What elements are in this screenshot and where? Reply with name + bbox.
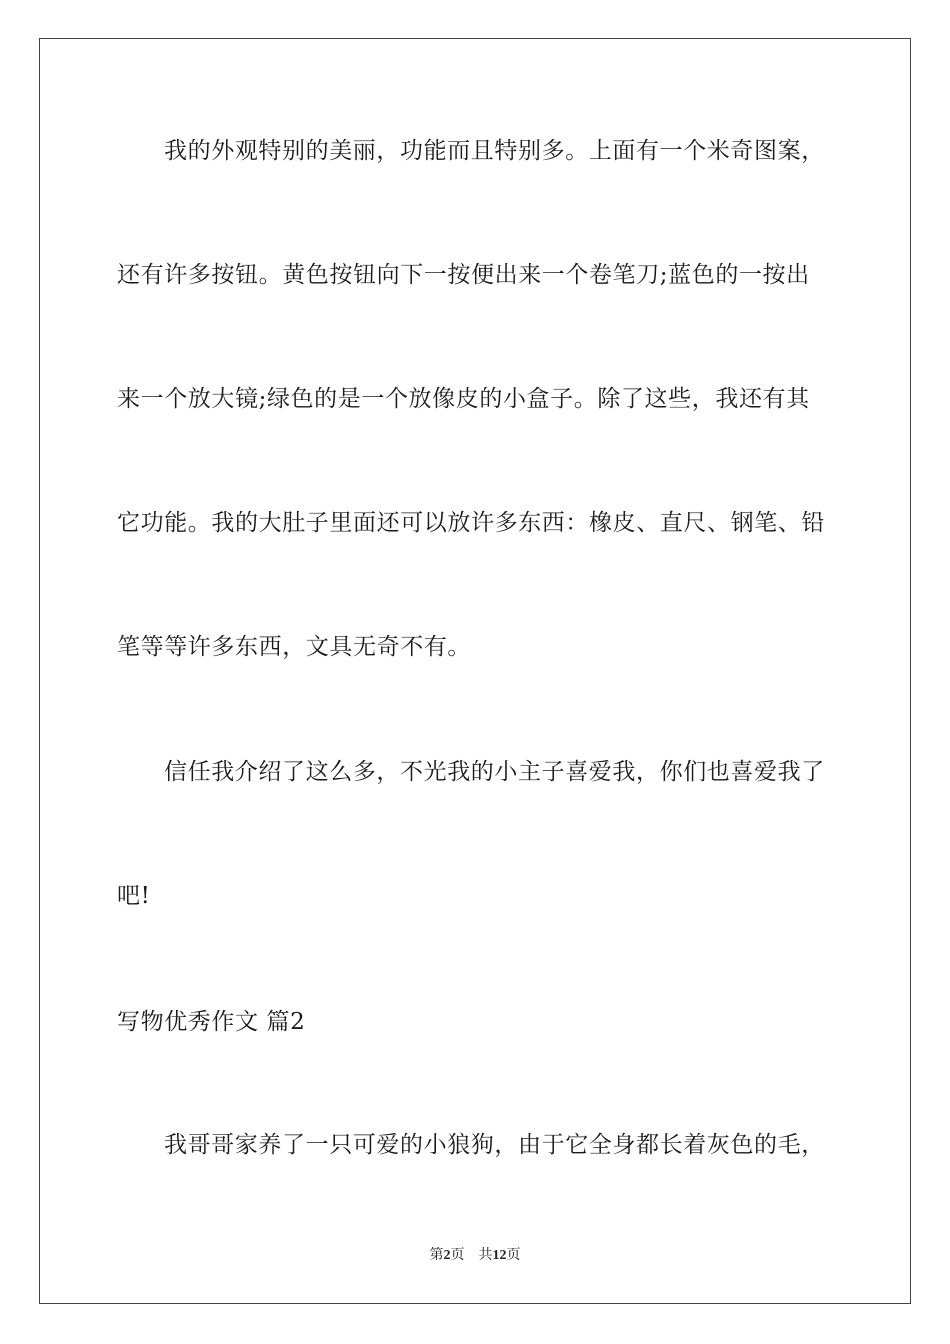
section-heading: 写物优秀作文 篇2 [117, 1009, 306, 1035]
paragraph-1-line-3: 来一个放大镜;绿色的是一个放像皮的小盒子。除了这些，我还有其 [117, 386, 810, 412]
footer-page-prefix: 第 [429, 1248, 444, 1263]
page-frame [39, 38, 911, 1304]
footer-total-pages: 12 [492, 1248, 507, 1263]
paragraph-2-line-1: 信任我介绍了这么多，不光我的小主子喜爱我，你们也喜爱我了 [164, 759, 825, 785]
paragraph-1-line-5: 笔等等许多东西，文具无奇不有。 [117, 634, 471, 660]
paragraph-2-line-2: 吧! [117, 883, 151, 909]
paragraph-3-line-1: 我哥哥家养了一只可爱的小狼狗，由于它全身都长着灰色的毛， [164, 1132, 825, 1158]
paragraph-1-line-2: 还有许多按钮。黄色按钮向下一按便出来一个卷笔刀;蓝色的一按出 [117, 262, 810, 288]
paragraph-1-line-4: 它功能。我的大肚子里面还可以放许多东西：橡皮、直尺、钢笔、铅 [117, 510, 825, 536]
footer-page-suffix: 页 [450, 1248, 465, 1263]
paragraph-1-line-1: 我的外观特别的美丽，功能而且特别多。上面有一个米奇图案， [164, 138, 825, 164]
page-footer [0, 1246, 950, 1266]
footer-total-prefix: 共 [478, 1248, 493, 1263]
footer-total-suffix: 页 [506, 1248, 521, 1263]
footer-page-number: 2 [443, 1248, 451, 1263]
